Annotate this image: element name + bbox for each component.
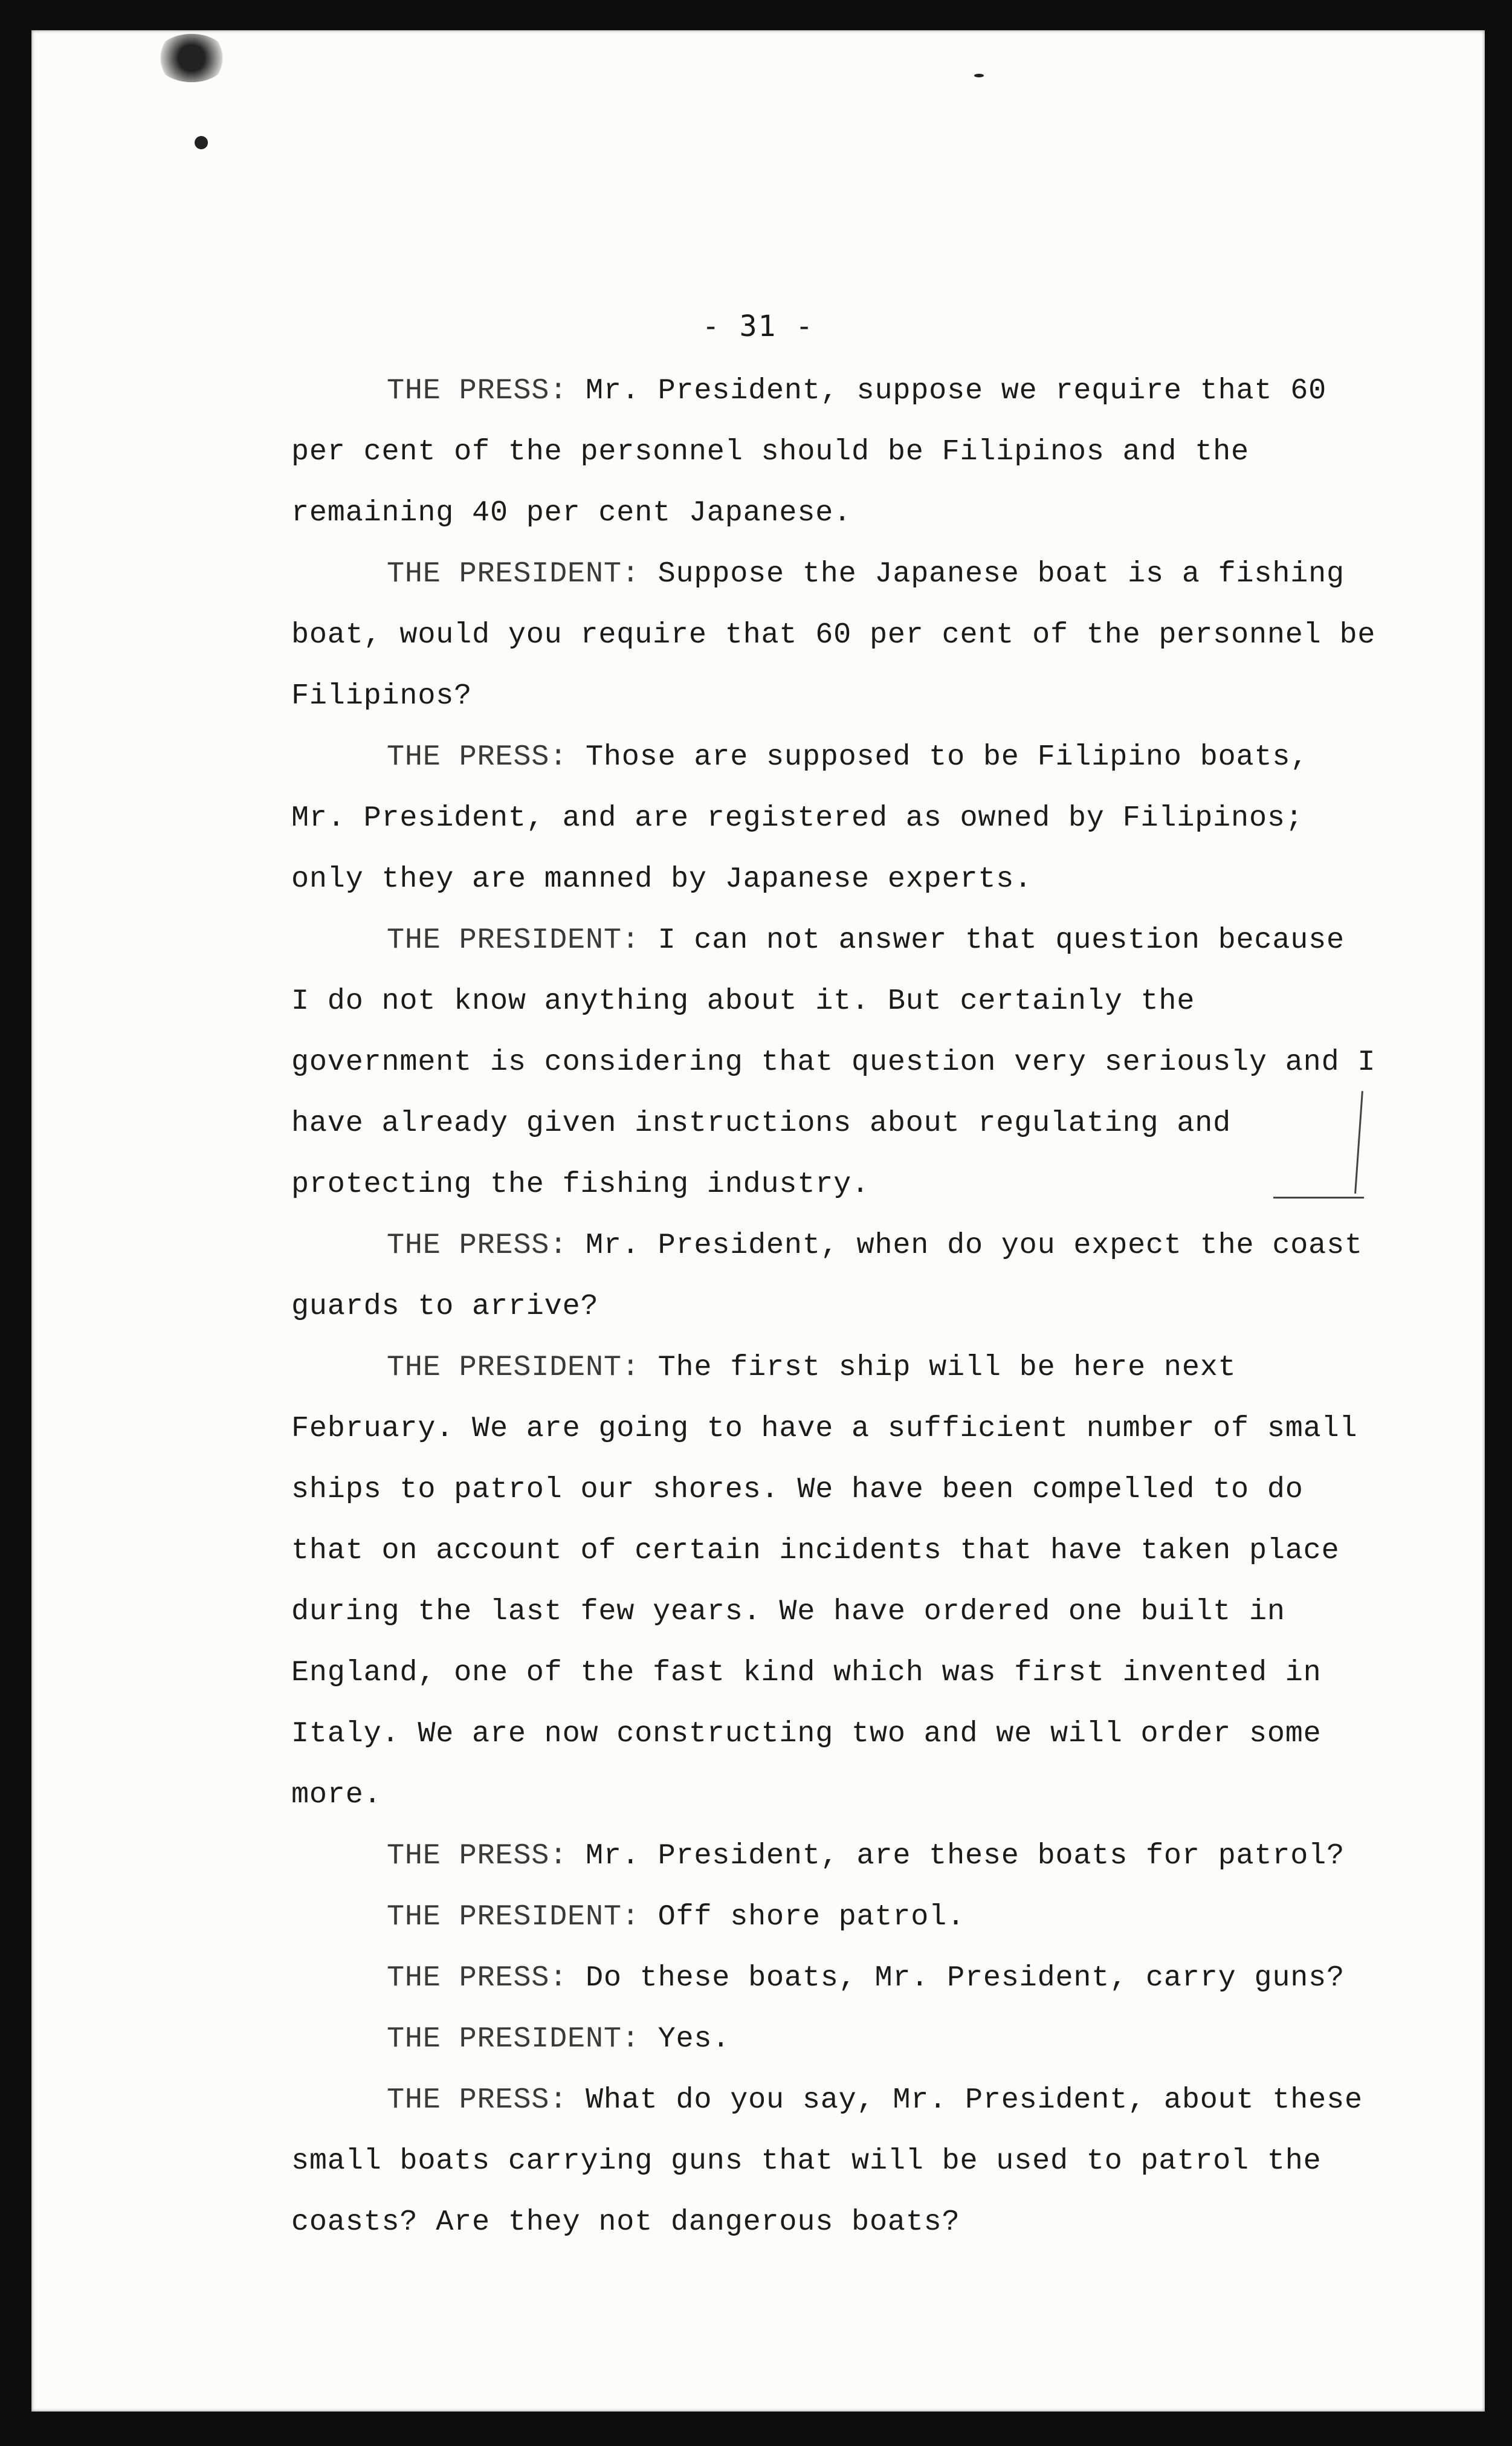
speaker-label: THE PRESIDENT: [387,1351,640,1384]
transcript-paragraph [291,1886,1379,1947]
transcript-paragraph [291,2008,1379,2069]
transcript-paragraph [291,2069,1379,2253]
ink-dot [195,136,208,149]
transcript-paragraph [291,1337,1379,1825]
paragraph-text: Off shore patrol. [657,1900,965,1933]
ink-smudge [155,34,228,82]
transcript-paragraph [291,1825,1379,1886]
paragraph-text: I can not answer that question because I do not know anything about it. But certainly the government is considering that question very seriously and I have already given instructions about regulating and protecting the fishing industry. [291,924,1376,1201]
paragraph-text: What do you say, Mr. President, about these small boats carrying guns that will be used to patrol the coasts? Are they not dangerous boats? [291,2083,1363,2239]
speaker-label: THE PRESS: [387,1961,568,1995]
speaker-label: THE PRESS: [387,740,568,774]
speaker-label: THE PRESIDENT: [387,2022,640,2056]
transcript-paragraph [291,360,1379,543]
speaker-label: THE PRESIDENT: [387,924,640,957]
transcript-paragraph [291,1947,1379,2008]
paragraph-text: Those are supposed to be Filipino boats, Mr. President, and are registered as owned by Filipinos; only they are manned by Japanese experts. [291,740,1309,896]
paragraph-text: Mr. President, suppose we require that 60 per cent of the personnel should be Filipinos and the remaining 40 per cent Japanese. [291,374,1327,529]
speaker-label: THE PRESIDENT: [387,1900,640,1933]
paragraph-text: Mr. President, when do you expect the coast guards to arrive? [291,1229,1363,1323]
transcript-paragraph [291,726,1379,910]
speaker-label: THE PRESS: [387,374,568,407]
paragraph-text: The first ship will be here next February. We are going to have a sufficient number of small ships to patrol our shores. We have been compelled to do that on account of certain incidents that have taken place during the last few years. We have ordered one built in England, one of the fast kind which was first invented in Italy. We are now constructing two and we will order some more. [291,1351,1358,1811]
speaker-label: THE PRESS: [387,2083,568,2117]
paragraph-text: Suppose the Japanese boat is a fishing boat, would you require that 60 per cent of the personnel be Filipinos? [291,557,1376,713]
speaker-label: THE PRESS: [387,1839,568,1872]
speaker-label: THE PRESIDENT: [387,557,640,590]
transcript-paragraph [291,1215,1379,1337]
paragraph-text: Yes. [657,2022,731,2056]
page-number: - 31 - [702,309,815,343]
transcript-paragraph [291,543,1379,726]
speaker-label: THE PRESS: [387,1229,568,1262]
ink-dot [974,74,984,77]
paragraph-text: Do these boats, Mr. President, carry guns? [585,1961,1345,1995]
transcript-body [291,360,1379,2253]
transcript-paragraph [291,910,1379,1215]
paragraph-text: Mr. President, are these boats for patrol? [585,1839,1345,1872]
